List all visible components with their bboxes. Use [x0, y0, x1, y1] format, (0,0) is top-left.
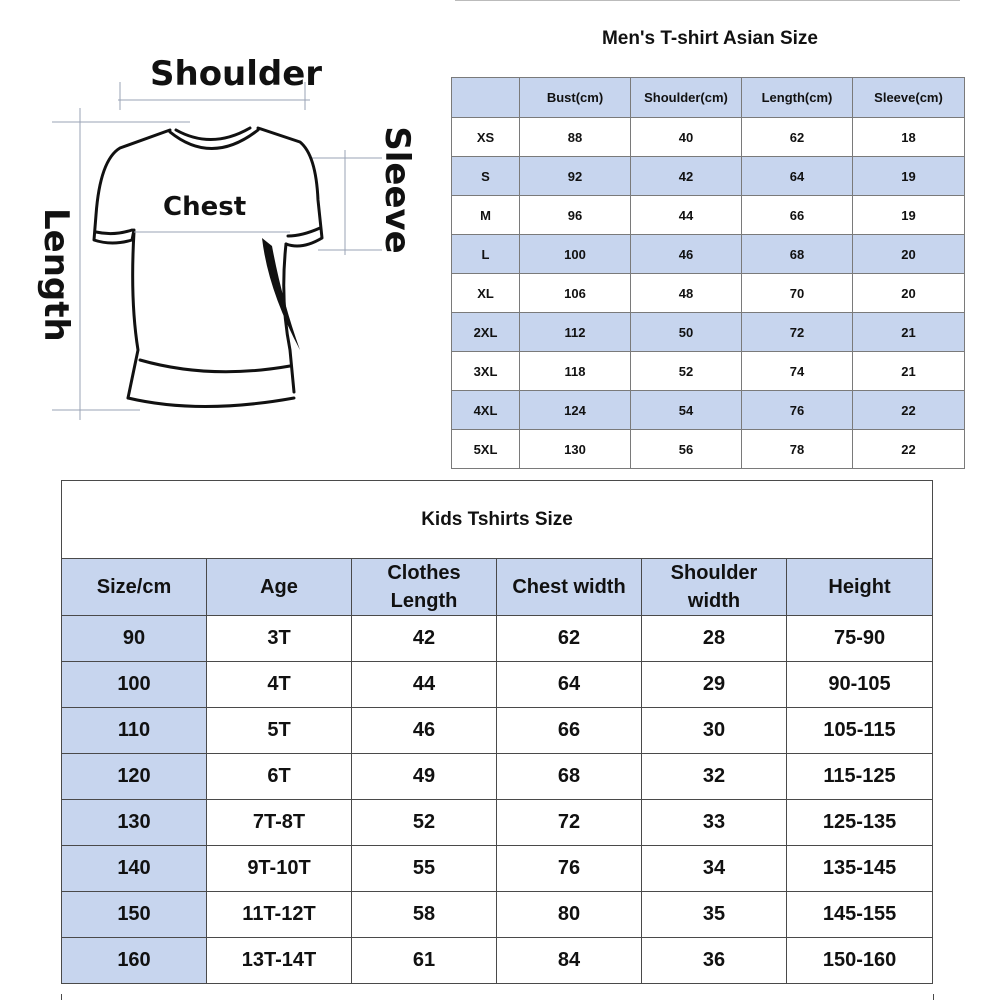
table-cell: 22 — [853, 430, 965, 469]
size-cell: 110 — [62, 708, 207, 754]
table-cell: 7T-8T — [207, 800, 352, 846]
kids-size-table — [61, 480, 933, 984]
kids-header-cell: Age — [207, 559, 352, 616]
table-cell: 46 — [631, 235, 742, 274]
table-row — [452, 274, 965, 313]
size-cell: 4XL — [452, 391, 520, 430]
table-cell: 54 — [631, 391, 742, 430]
table-row — [62, 800, 933, 846]
table-cell: 96 — [520, 196, 631, 235]
table-cell: 76 — [742, 391, 853, 430]
table-cell: 70 — [742, 274, 853, 313]
table-cell: 61 — [352, 938, 497, 984]
table-cell: 118 — [520, 352, 631, 391]
table-cell: 35 — [642, 892, 787, 938]
kids-header-cell: Chest width — [497, 559, 642, 616]
men-size-table — [451, 77, 965, 469]
men-table-header-row — [452, 78, 965, 118]
size-cell: 120 — [62, 754, 207, 800]
size-cell: M — [452, 196, 520, 235]
table-cell: 64 — [742, 157, 853, 196]
table-cell: 90-105 — [787, 662, 933, 708]
table-cell: 66 — [497, 708, 642, 754]
table-cell: 64 — [497, 662, 642, 708]
table-row — [62, 662, 933, 708]
table-row — [452, 313, 965, 352]
table-cell: 42 — [631, 157, 742, 196]
table-row — [62, 892, 933, 938]
table-row — [452, 391, 965, 430]
men-header-cell: Sleeve(cm) — [853, 78, 965, 118]
table-cell: 72 — [742, 313, 853, 352]
table-cell: 28 — [642, 616, 787, 662]
table-cell: 33 — [642, 800, 787, 846]
table-cell: 115-125 — [787, 754, 933, 800]
table-cell: 92 — [520, 157, 631, 196]
size-cell: 150 — [62, 892, 207, 938]
table-row — [62, 846, 933, 892]
table-cell: 55 — [352, 846, 497, 892]
men-header-cell: Shoulder(cm) — [631, 78, 742, 118]
size-cell: 3XL — [452, 352, 520, 391]
kids-header-cell: Clothes Length — [352, 559, 497, 616]
kids-table-title: Kids Tshirts Size — [62, 481, 933, 559]
table-cell: 106 — [520, 274, 631, 313]
kids-header-cell: Shoulder width — [642, 559, 787, 616]
table-cell: 30 — [642, 708, 787, 754]
table-row — [452, 157, 965, 196]
table-cell: 20 — [853, 235, 965, 274]
table-cell: 11T-12T — [207, 892, 352, 938]
kids-table-header-row — [62, 559, 933, 616]
table-cell: 145-155 — [787, 892, 933, 938]
table-cell: 52 — [631, 352, 742, 391]
table-cell: 84 — [497, 938, 642, 984]
table-cell: 4T — [207, 662, 352, 708]
table-cell: 72 — [497, 800, 642, 846]
table-cell: 135-145 — [787, 846, 933, 892]
table-cell: 19 — [853, 157, 965, 196]
size-cell: 130 — [62, 800, 207, 846]
tshirt-measurement-diagram — [0, 0, 450, 470]
men-header-cell: Bust(cm) — [520, 78, 631, 118]
chest-label: Chest — [163, 192, 247, 222]
table-cell: 18 — [853, 118, 965, 157]
table-cell: 40 — [631, 118, 742, 157]
table-row — [452, 352, 965, 391]
shoulder-label: Shoulder — [150, 54, 323, 94]
size-cell: XS — [452, 118, 520, 157]
table-cell: 48 — [631, 274, 742, 313]
size-cell: 2XL — [452, 313, 520, 352]
table-cell: 36 — [642, 938, 787, 984]
table-cell: 88 — [520, 118, 631, 157]
table-cell: 20 — [853, 274, 965, 313]
table-cell: 44 — [352, 662, 497, 708]
table-cell: 105-115 — [787, 708, 933, 754]
length-label: Length — [36, 208, 76, 342]
table-cell: 13T-14T — [207, 938, 352, 984]
table-cell: 74 — [742, 352, 853, 391]
kids-header-cell: Size/cm — [62, 559, 207, 616]
table-cell: 32 — [642, 754, 787, 800]
kids-table-continuation — [61, 994, 934, 1000]
kids-header-cell: Height — [787, 559, 933, 616]
size-cell: L — [452, 235, 520, 274]
table-cell: 46 — [352, 708, 497, 754]
divider-line — [455, 0, 960, 1]
table-row — [62, 754, 933, 800]
table-row — [452, 118, 965, 157]
table-cell: 150-160 — [787, 938, 933, 984]
table-cell: 58 — [352, 892, 497, 938]
table-cell: 124 — [520, 391, 631, 430]
table-cell: 34 — [642, 846, 787, 892]
table-cell: 21 — [853, 313, 965, 352]
table-cell: 62 — [497, 616, 642, 662]
table-cell: 68 — [742, 235, 853, 274]
table-cell: 68 — [497, 754, 642, 800]
table-cell: 50 — [631, 313, 742, 352]
table-row — [452, 235, 965, 274]
table-cell: 19 — [853, 196, 965, 235]
table-cell: 3T — [207, 616, 352, 662]
table-cell: 42 — [352, 616, 497, 662]
men-table-title: Men's T-shirt Asian Size — [601, 28, 819, 49]
table-row — [62, 616, 933, 662]
table-row — [62, 938, 933, 984]
table-cell: 56 — [631, 430, 742, 469]
table-cell: 52 — [352, 800, 497, 846]
table-cell: 76 — [497, 846, 642, 892]
table-cell: 78 — [742, 430, 853, 469]
kids-title-row — [62, 481, 933, 559]
sleeve-label: Sleeve — [377, 126, 417, 254]
men-header-cell: Length(cm) — [742, 78, 853, 118]
size-cell: 140 — [62, 846, 207, 892]
table-cell: 130 — [520, 430, 631, 469]
table-row — [452, 430, 965, 469]
table-cell: 6T — [207, 754, 352, 800]
table-cell: 9T-10T — [207, 846, 352, 892]
table-cell: 29 — [642, 662, 787, 708]
table-cell: 49 — [352, 754, 497, 800]
size-cell: 90 — [62, 616, 207, 662]
size-cell: 100 — [62, 662, 207, 708]
table-cell: 112 — [520, 313, 631, 352]
size-cell: XL — [452, 274, 520, 313]
table-cell: 75-90 — [787, 616, 933, 662]
men-header-cell — [452, 78, 520, 118]
table-row — [62, 708, 933, 754]
size-cell: S — [452, 157, 520, 196]
table-cell: 66 — [742, 196, 853, 235]
table-cell: 125-135 — [787, 800, 933, 846]
table-cell: 22 — [853, 391, 965, 430]
table-cell: 21 — [853, 352, 965, 391]
size-cell: 5XL — [452, 430, 520, 469]
size-cell: 160 — [62, 938, 207, 984]
table-cell: 80 — [497, 892, 642, 938]
table-cell: 44 — [631, 196, 742, 235]
table-cell: 62 — [742, 118, 853, 157]
table-cell: 100 — [520, 235, 631, 274]
table-row — [452, 196, 965, 235]
table-cell: 5T — [207, 708, 352, 754]
